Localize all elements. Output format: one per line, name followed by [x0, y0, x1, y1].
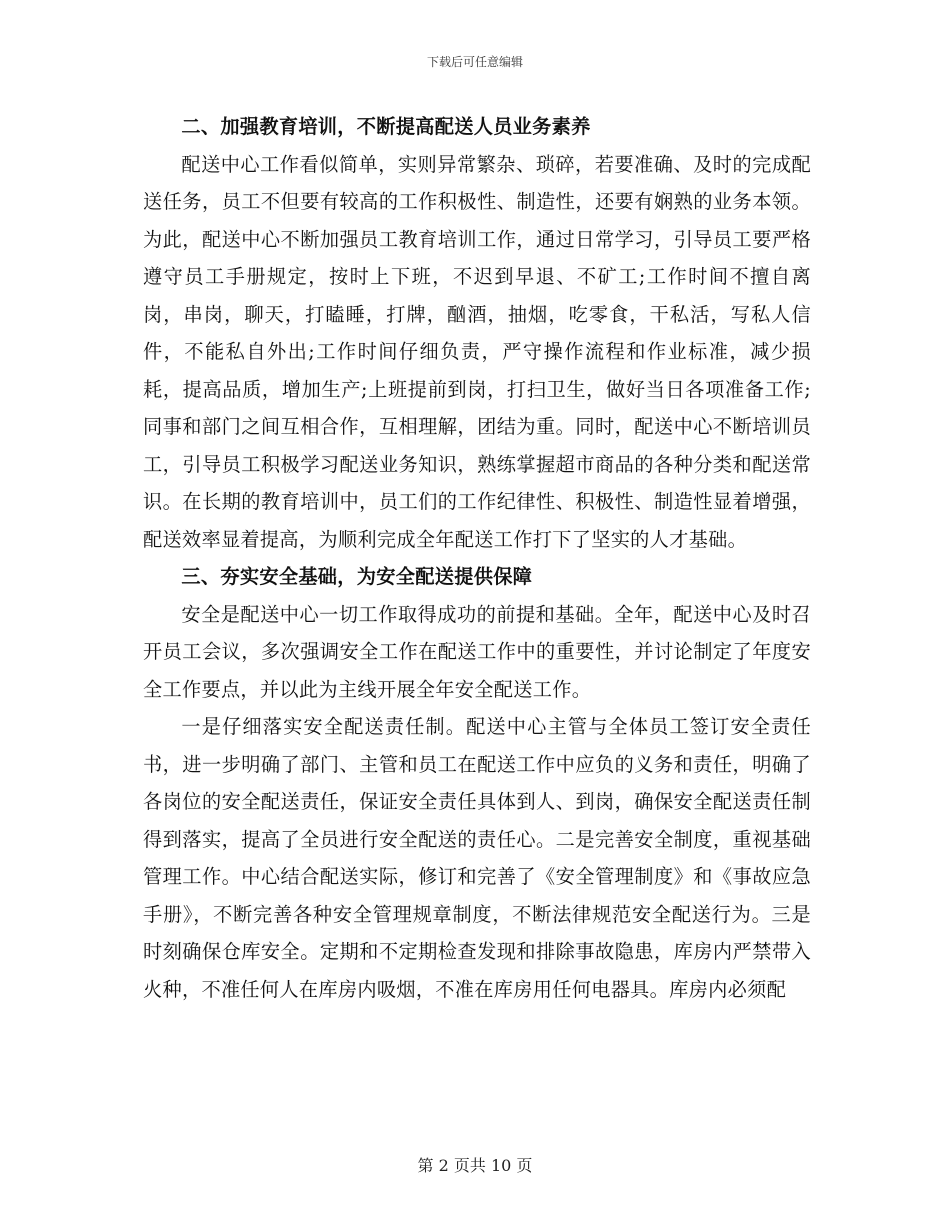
section-heading: 三、夯实安全基础，为安全配送提供保障: [181, 565, 533, 588]
document-body: [143, 108, 811, 1008]
section-heading: 二、加强教育培训，不断提高配送人员业务素养: [181, 115, 591, 138]
body-paragraph: 配送中心工作看似简单，实则异常繁杂、琐碎，若要准确、及时的完成配送任务，员工不但要有较高的工作积极性、制造性，还要有娴熟的业务本领。为此，配送中心不断加强员工教育培训工作，通过日常学习，引导员工要严格遵守员工手册规定，按时上下班，不迟到早退、不矿工;工作时间不擅自离岗，串岗，聊天，打瞌睡，打牌，酗酒，抽烟，吃零食，干私活，写私人信件，不能私自外出;工作时间仔细负责，严守操作流程和作业标准，减少损耗，提高品质，增加生产;上班提前到岗，打扫卫生，做好当日各项准备工作;同事和部门之间互相合作，互相理解，团结为重。同时，配送中心不断培训员工，引导员工积极学习配送业务知识，熟练掌握超市商品的各种分类和配送常识。在长期的教育培训中，员工们的工作纪律性、积极性、制造性显着增强，配送效率显着提高，为顺利完成全年配送工作打下了坚实的人才基础。: [143, 152, 811, 551]
page-header-note: 下载后可任意编辑: [426, 55, 523, 69]
page-number: 第 2 页共 10 页: [417, 1156, 533, 1175]
body-paragraph: 安全是配送中心一切工作取得成功的前提和基础。全年，配送中心及时召开员工会议，多次强调安全工作在配送工作中的重要性，并讨论制定了年度安全工作要点，并以此为主线开展全年安全配送工作。: [143, 602, 811, 701]
body-paragraph: 一是仔细落实安全配送责任制。配送中心主管与全体员工签订安全责任书，进一步明确了部门、主管和员工在配送工作中应负的义务和责任，明确了各岗位的安全配送责任，保证安全责任具体到人、到岗，确保安全配送责任制得到落实，提高了全员进行安全配送的责任心。二是完善安全制度，重视基础管理工作。中心结合配送实际，修订和完善了《安全管理制度》和《事故应急手册》，不断完善各种安全管理规章制度，不断法律规范安全配送行为。三是时刻确保仓库安全。定期和不定期检查发现和排除事故隐患，库房内严禁带入火种，不准任何人在库房内吸烟，不准在库房用任何电器具。库房内必须配: [143, 715, 811, 1001]
